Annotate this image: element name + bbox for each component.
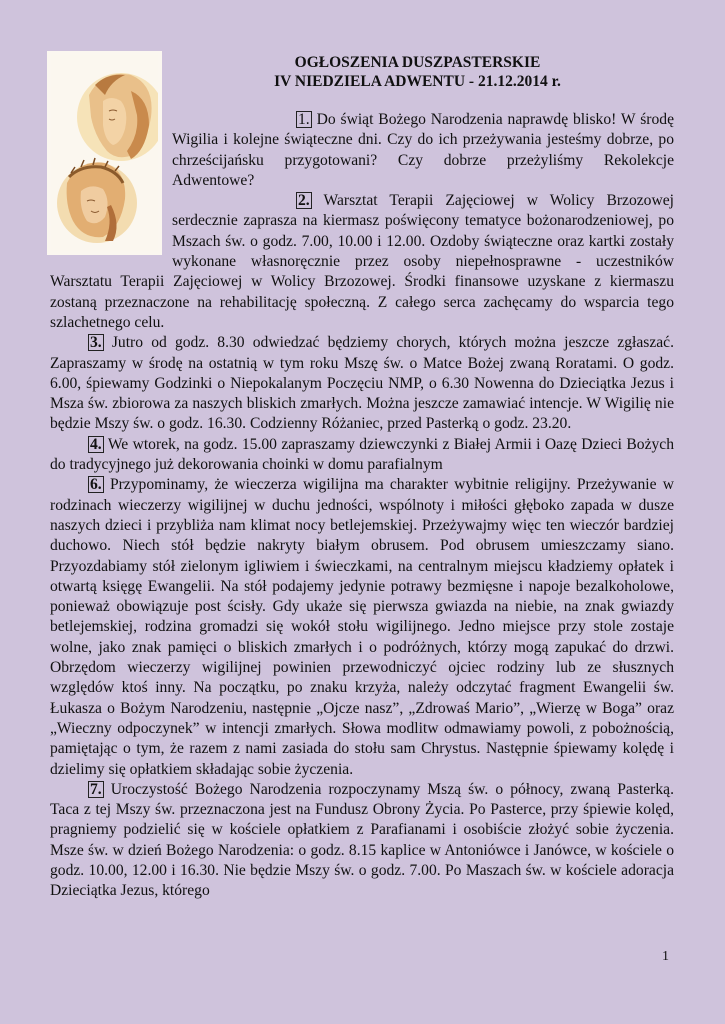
item-text: Uroczystość Bożego Narodzenia rozpoczynamy Mszą św. o północy, zwaną Pasterką. Taca z tej Mszy św. przeznaczona jest na Fundusz Obrony Życia. Po Pasterce, przy śpiewie kolęd, pragniemy podzielić się w kościele opłatkiem z Parafianami i osobiście złożyć sobie życzenia. Msze św. w dzień Bożego Narodzenia: o godz. 8.15 kaplice w Antoniówce i Janówce, w kościele o godz. 10.00, 12.00 i 16.30. Nie będzie Mszy św. o godz. 7.00. Po Maszach św. w kościele adoracja Dzieciątka Jezus, którego <box>50 780 674 900</box>
page-number: 1 <box>662 949 669 964</box>
item-number: 7. <box>90 780 102 798</box>
item-text: Do świąt Bożego Narodzenia naprawdę blisko! W środę Wigilia i kolejne świąteczne dni. Czy do ich przeżywania jesteśmy dobrze, po chrześcijańsku przygotowani? Czy dobrze przeżyliśmy Rekolekcje Adwentowe? <box>172 111 674 189</box>
item-number: 1. <box>298 111 310 128</box>
item-number: 6. <box>90 476 102 494</box>
item-number: 2. <box>298 192 310 210</box>
page-title: OGŁOSZENIA DUSZPASTERSKIE <box>294 54 541 71</box>
announcement-item <box>50 780 674 902</box>
announcement-item <box>50 435 674 476</box>
item-number: 3. <box>90 334 102 352</box>
announcement-item <box>50 333 674 434</box>
item-text: Warsztat Terapii Zajęciowej w Wolicy Brzozowej serdecznie zaprasza na kiermasz poświęcony tematyce bożonarodzeniowej, po Mszach św. o godz. 7.00, 10.00 i 12.00. Ozdoby świąteczne oraz kartki zostały wykonane własnoręcznie przez osoby niepełnosprawne - uczestników Warsztatu Terapii Zajęciowej w Wolicy Brzozowej. Środki finansowe uzyskane z kiermaszu zostaną przeznaczone na rehabilitację społeczną. Z całego serca zachęcamy do wsparcia tego szlachetnego celu. <box>50 192 674 331</box>
item-text: Jutro od godz. 8.30 odwiedzać będziemy chorych, których można jeszcze zgłaszać. Zapraszamy w środę na ostatnią w tym roku Mszę św. o Matce Bożej zwaną Roratami. O godz. 6.00, śpiewamy Godzinki o Niepokalanym Poczęciu NMP, o 6.30 Nowenna do Dzieciątka Jezus i Msza św. zbiorowa za naszych bliskich zmarłych. Można jeszcze zamawiać intencje. W Wigilię nie będzie Mszy św. o godz. 16.30. Codzienny Różaniec, przed Pasterką o godz. 23.20. <box>50 334 674 433</box>
item-number: 4. <box>90 435 102 453</box>
item-text: We wtorek, na godz. 15.00 zapraszamy dziewczynki z Białej Armii i Oazę Dzieci Bożych do tradycyjnego już dekorowania choinki w domu parafialnym <box>50 435 674 474</box>
item-text: Przypominamy, że wieczerza wigilijna ma charakter wybitnie religijny. Przeżywanie w rodzinach wieczerzy wigilijnej w duchu jedności, wspólnoty i miłości głęboko zapada w dusze naszych dzieci i przybliża nam klimat nocy betlejemskiej. Przeżywajmy więc ten wieczór bardziej duchowo. Niech stół będzie nakryty białym obrusem. Pod obrusem umieszczamy siano. Przyozdabiamy stół zielonym igliwiem i świeczkami, na centralnym miejscu kładziemy opłatek i otwartą księgę Ewangelii. Na stół podajemy jedynie potrawy bezmięsne i napoje bezalkoholowe, ponieważ obowiązuje post ścisły. Gdy ukaże się pierwsza gwiazda na niebie, na znak gwiazdy betlejemskiej, rodzina gromadzi się wokół stołu wigilijnego. Jedno miejsce przy stole zostaje wolne, jako znak pamięci o bliskich zmarłych i o podróżnych, którzy mogą zapukać do drzwi. Obrzędom wieczerzy wigilijnej powinien przewodniczyć ojciec rodziny lub ze słusznych względów ktoś inny. Na początku, po znaku krzyża, należy odczytać fragment Ewangelii św. Łukasza o Bożym Narodzeniu, następnie „Ojcze nasz”, „Zdrowaś Mario”, „Wierzę w Boga” oraz „Wieczny odpoczynek” w intencji zmarłych. Słowa modlitw odmawiamy powoli, z pobożnością, pamiętając o tym, że razem z nami zasiada do stołu sam Chrystus. Następnie śpiewamy kolędę i dzielimy się opłatkiem składając sobie życzenia. <box>50 476 674 778</box>
page-subtitle: IV NIEDZIELA ADWENTU - 21.12.2014 r. <box>274 73 561 90</box>
image-text-wrap-spacer <box>50 110 172 256</box>
announcements-body <box>50 110 674 902</box>
announcement-item <box>50 475 674 779</box>
